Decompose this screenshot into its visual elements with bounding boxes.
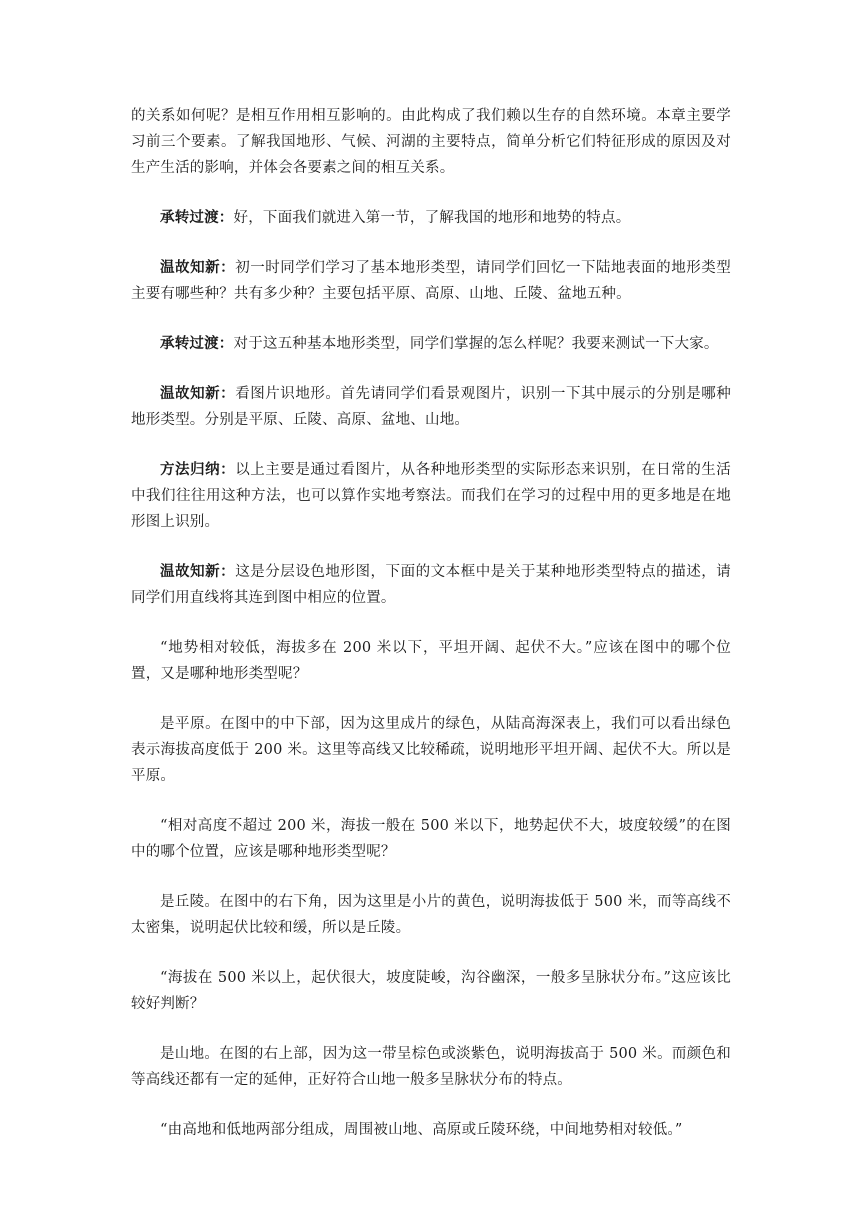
- paragraph-13-text: 是山地。在图的右上部，因为这一带呈棕色或淡紫色，说明海拔高于 500 米。而颜色和等高线还都有一定的延伸，正好符合山地一般多呈脉状分布的特点。: [131, 1046, 731, 1088]
- paragraph-11: [131, 889, 731, 941]
- paragraph-6-lead: 方法归纳：: [160, 461, 236, 478]
- paragraph-14: [131, 1117, 731, 1143]
- paragraph-7-text: 这是分层设色地形图，下面的文本框中是关于某种地形类型特点的描述，请同学们用直线将其连到图中相应的位置。: [131, 564, 732, 606]
- paragraph-3: [131, 255, 731, 307]
- paragraph-13: [131, 1041, 731, 1093]
- paragraph-9-text: 是平原。在图中的中下部，因为这里成片的绿色，从陆高海深表上，我们可以看出绿色表示海拔高度低于 200 米。这里等高线又比较稀疏，说明地形平坦开阔、起伏不大。所以是平原。: [131, 716, 731, 784]
- paragraph-9: [131, 711, 731, 789]
- paragraph-5-text: 看图片识地形。首先请同学们看景观图片，识别一下其中展示的分别是哪种地形类型。分别是平原、丘陵、高原、盆地、山地。: [131, 386, 732, 428]
- paragraph-8: [131, 635, 731, 687]
- paragraph-10: [131, 813, 731, 865]
- document-body: [131, 103, 731, 1167]
- paragraph-4-text: 对于这五种基本地形类型，同学们掌握的怎么样呢？我要来测试一下大家。: [233, 336, 719, 352]
- paragraph-6-text: 以上主要是通过看图片，从各种地形类型的实际形态来识别，在日常的生活中我们往往用这种方法，也可以算作实地考察法。而我们在学习的过程中用的更多地是在地形图上识别。: [131, 462, 732, 530]
- paragraph-4: [131, 331, 731, 357]
- paragraph-5-lead: 温故知新：: [160, 385, 236, 402]
- paragraph-10-text: “相对高度不超过 200 米，海拔一般在 500 米以下，地势起伏不大，坡度较缓”的在图中的哪个位置，应该是哪种地形类型呢？: [131, 818, 731, 860]
- paragraph-11-text: 是丘陵。在图中的右下角，因为这里是小片的黄色，说明海拔低于 500 米，而等高线不太密集，说明起伏比较和缓，所以是丘陵。: [131, 894, 731, 936]
- paragraph-4-lead: 承转过渡：: [160, 335, 234, 352]
- paragraph-7-lead: 温故知新：: [160, 563, 236, 580]
- paragraph-12-text: “海拔在 500 米以上，起伏很大，坡度陡峻，沟谷幽深，一般多呈脉状分布。”这应该比较好判断？: [131, 970, 731, 1012]
- paragraph-7: [131, 559, 731, 611]
- paragraph-3-text: 初一时同学们学习了基本地形类型，请同学们回忆一下陆地表面的地形类型主要有哪些种？共有多少种？主要包括平原、高原、山地、丘陵、盆地五种。: [131, 260, 732, 302]
- paragraph-14-text: “由高地和低地两部分组成，周围被山地、高原或丘陵环绕，中间地势相对较低。”: [160, 1122, 683, 1138]
- paragraph-6: [131, 457, 731, 535]
- paragraph-8-text: “地势相对较低，海拔多在 200 米以下，平坦开阔、起伏不大。”应该在图中的哪个位置，又是哪种地形类型呢？: [131, 640, 731, 682]
- paragraph-2-lead: 承转过渡：: [160, 209, 234, 226]
- paragraph-1: [131, 103, 731, 181]
- paragraph-12: [131, 965, 731, 1017]
- paragraph-3-lead: 温故知新：: [160, 259, 236, 276]
- paragraph-2-text: 好，下面我们就进入第一节，了解我国的地形和地势的特点。: [233, 210, 631, 226]
- paragraph-2: [131, 205, 731, 231]
- paragraph-5: [131, 381, 731, 433]
- paragraph-1-text: 的关系如何呢？是相互作用相互影响的。由此构成了我们赖以生存的自然环境。本章主要学习前三个要素。了解我国地形、气候、河湖的主要特点，简单分析它们特征形成的原因及对生产生活的影响，并体会各要素之间的相互关系。: [131, 108, 731, 176]
